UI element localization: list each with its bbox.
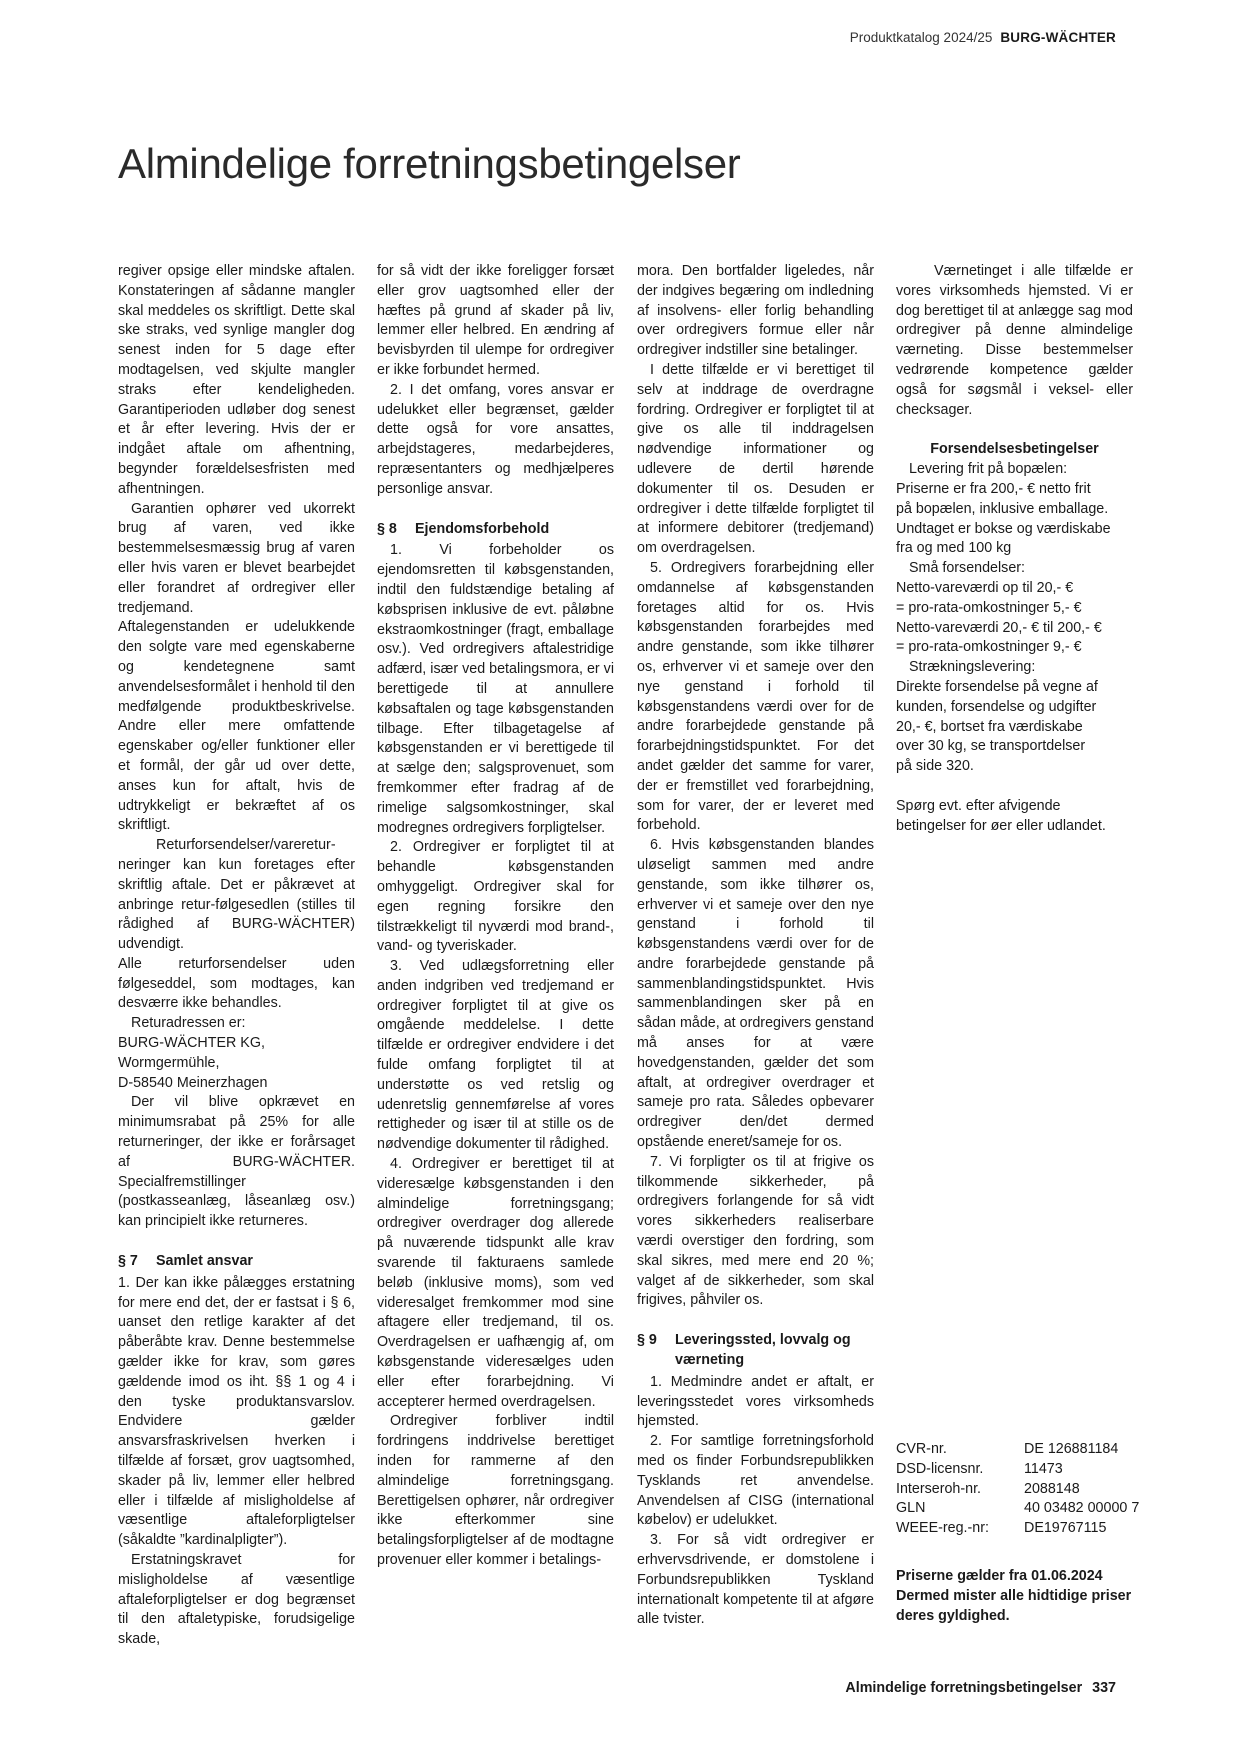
shipping-line: på side 320.	[896, 758, 974, 775]
shipping-line: Netto-vareværdi op til 20,- €	[896, 579, 1074, 596]
registration-value: DE 126881184	[1024, 1441, 1119, 1457]
paragraph: 5. Ordregivers forarbejdning eller omdannelse af købsgenstanden foretages altid for os. Hvis købsgenstanden forarbejdes med andre genstande, som ikke tilhører os, erhverver vi et sameje over den nye genstand i forhold til købsgenstandens værdi over for de andre forarbejdede genstande på forarbejdningstidspunktet. For det andet gælder det samme for varer, der er fremstillet ved forarbejdning, som for varer, der er leveret med forbehold.	[637, 559, 874, 834]
shipping-line: Netto-vareværdi 20,- € til 200,- €	[896, 619, 1102, 636]
paragraph: 2. For samtlige forretningsforhold med os finder Forbundsrepublikken Tysklands ret anvendelse. Anvendelsen af CISG (international købelov) er udelukket.	[637, 1433, 874, 1529]
price-validity-notice: Priserne gælder fra 01.06.2024 Dermed mister alle hidtidige priser deres gyldighed.	[896, 1568, 1132, 1624]
shipping-line: på bopælen, inklusive emballage.	[896, 500, 1109, 517]
registration-value: 11473	[1024, 1460, 1063, 1477]
section-number: § 7	[118, 1253, 138, 1270]
paragraph: regiver opsige eller mindske aftalen. Konstateringen af sådanne mangler skal meddeles os skriftligt. Dette skal ske straks, ved synlige mangler dog senest inden for 5 dage efter modtagelsen, ved skjulte mangler straks efter kendeligheden. Garantiperioden udløber dog senest et år efter levering. Hvis der er indgået aftale om afhentning, begynder forældelsesfristen med afhentningen.	[118, 263, 355, 497]
column-2	[377, 262, 614, 1571]
footer-title: Almindelige forretningsbetingelser	[845, 1680, 1083, 1696]
paragraph: Returforsendelser/varereturneringer kan kun foretages efter skriftlig aftale. Det er påkrævet at anbringe retur-følgesedlen (stilles til rådighed af BURG-WÄCHTER) udvendigt.	[118, 837, 355, 953]
registration-value: 40 03482 00000 7	[1024, 1500, 1140, 1517]
paragraph: 3. For så vidt ordregiver er erhvervsdrivende, er domstolene i Forbundsrepublikken Tyskland internationalt kompetente til at afgøre alle tvister.	[637, 1532, 874, 1628]
brand-label: BURG-WÄCHTER	[1000, 30, 1116, 45]
paragraph: Ordregiver forbliver indtil fordringens inddrivelse berettiget inden for rammerne af den almindelige forretningsgang. Berettigelsen ophører, når ordregiver ikke efterkommer sine betalingsforpligtelser af de modtagne provenuer eller kommer i betalings-	[377, 1413, 614, 1568]
registration-row	[896, 1499, 1139, 1519]
section-title: Samlet ansvar	[156, 1253, 253, 1270]
paragraph: Garantien ophører ved ukorrekt brug af varen, ved ikke bestemmelsesmæssig brug af varen eller hvis varen er blevet bearbejdet eller forandret af ordregiver eller tredjemand.	[118, 500, 355, 616]
paragraph: 4. Ordregiver er berettiget til at videresælge købsgenstanden i den almindelige forretningsgang; ordregiver overdrager dog allerede på nuværende tidspunkt alle krav svarende til fakturaens samlede beløb (inklusive moms), som ved videresalget fremkommer mod sine aftagere eller tredjemand, til os. Overdragelsen er uafhængig af, om købsgenstande videresælges uden eller efter forarbejdning. Vi accepterer hermed overdragelsen.	[377, 1156, 614, 1410]
registration-label: DSD-licensnr.	[896, 1460, 984, 1477]
page-header	[850, 30, 1116, 45]
section-title: Leveringssted, lovvalg og værneting	[675, 1332, 851, 1369]
shipping-line: = pro-rata-omkostninger 9,- €	[896, 639, 1082, 656]
registration-row	[896, 1460, 1139, 1480]
registration-table	[896, 1440, 1139, 1539]
paragraph: 3. Ved udlægsforretning eller anden indgriben ved tredjemand er ordregiver forpligtet til at give os omgående meddelelse. I dette tilfælde er ordregiver endvidere i det fulde omfang forpligtet til at understøtte os ved retslig og udenretslig gennemførelse af vores rettigheder og især til at stille os de nødvendige dokumenter til rådighed.	[377, 958, 614, 1153]
registration-label: CVR-nr.	[896, 1441, 947, 1457]
section-heading-8	[377, 520, 614, 540]
page-number: 337	[1092, 1680, 1116, 1696]
paragraph: Alle returforsendelser uden følgeseddel, som modtages, kan desværre ikke behandles.	[118, 955, 355, 1012]
shipping-line: over 30 kg, se transportdelser	[896, 738, 1086, 755]
registration-row	[896, 1440, 1139, 1460]
shipping-heading: Forsendelsesbetingelser	[930, 441, 1099, 458]
registration-label: WEEE-reg.-nr:	[896, 1520, 989, 1537]
section-heading-7	[118, 1252, 355, 1272]
page-title: Almindelige forretningsbetingelser	[118, 140, 741, 187]
address-line: Wormgermühle,	[118, 1054, 220, 1071]
paragraph: for så vidt der ikke foreligger forsæt eller grov uagtsomhed eller der hæftes på grund af skader på liv, lemmer eller helbred. En ændring af bevisbyrden til ulempe for ordregiver er ikke forbundet hermed.	[377, 263, 614, 378]
paragraph: 1. Der kan ikke pålægges erstatning for mere end det, der er fastsat i § 6, uanset den retlige karakter af det påberåbte krav. Denne bestemmelse gælder ikke for krav, som gøres gældende imod os iht. §§ 1 og 4 i den tyske produktansvarslov. Endvidere gælder ansvarsfraskrivelsen hverken i tilfælde af forsæt, grov uagtsomhed, skader på liv, lemmer eller helbred eller i tilfælde af misligholdelse af væsentlige aftaleforpligtelser (såkaldte ”kardinalpligter”).	[118, 1274, 355, 1549]
shipping-line: kunden, forsendelse og udgifter	[896, 698, 1097, 715]
column-4	[896, 262, 1133, 836]
registration-value: 2088148	[1024, 1480, 1080, 1497]
paragraph: Værnetinget i alle tilfælde er vores virksomheds hjemsted. Vi er dog berettiget til at anlægge sag mod ordregiver på denne almindelige værneting. Disse bestemmelser vedrørende kompetence gælder også for søgsmål i veksel- eller checksager.	[896, 263, 1133, 418]
address-line: D-58540 Meinerzhagen	[118, 1074, 268, 1091]
paragraph: 2. I det omfang, vores ansvar er udelukket eller begrænset, gælder dette også for vore ansattes, arbejdstageres, medarbejderes, repræsentanters og medhjælperes personlige ansvar.	[377, 381, 614, 497]
section-number: § 9	[637, 1332, 657, 1349]
shipping-line: Undtaget er bokse og værdiskabe	[896, 520, 1111, 537]
section-number: § 8	[377, 520, 397, 537]
registration-value: DE19767115	[1024, 1520, 1107, 1537]
paragraph: 6. Hvis købsgenstanden blandes uløseligt sammen med andre genstande, som ikke tilhører os, erhverver vi et sameje over den nye genstand i forhold til købsgenstandens værdi over for de andre forarbejdede genstande på sammenblandingstidspunktet. Hvis sammenblandingen sker på en sådan måde, at ordregivers genstand må anses for at være hovedgenstanden, gælder det som aftalt, at ordregiver overdrager et sameje pro rata. Således opbevarer ordregiver den/det dermed opstående eneret/sameje for os.	[637, 837, 874, 1151]
registration-row	[896, 1519, 1139, 1539]
shipping-line: Levering frit på bopælen:	[909, 461, 1068, 478]
paragraph: Erstatningskravet for misligholdelse af væsentlige aftaleforpligtelser er dog begrænset til den aftaletypiske, forudsigelige skade,	[118, 1552, 355, 1648]
shipping-line: Priserne er fra 200,- € netto frit	[896, 480, 1091, 497]
shipping-line: Strækningslevering:	[909, 659, 1036, 676]
shipping-line: = pro-rata-omkostninger 5,- €	[896, 599, 1082, 616]
paragraph: Returadressen er:	[131, 1015, 246, 1032]
paragraph: 1. Medmindre andet er aftalt, er leveringsstedet vores virksomheds hjemsted.	[637, 1373, 874, 1430]
section-heading-9	[637, 1331, 874, 1371]
shipping-line: 20,- €, bortset fra værdiskabe	[896, 718, 1083, 735]
shipping-line: Direkte forsendelse på vegne af	[896, 678, 1098, 695]
paragraph: 1. Vi forbeholder os ejendomsretten til købsgenstanden, indtil den fuldstændige betaling af købsprisen inklusive de evt. påløbne ekstraomkostninger (fragt, emballage osv.). Ved ordregivers aftalestridige adfærd, især ved betalingsmora, er vi berettigede til at annullere købsaftalen og tage købsgenstanden tilbage. Efter tilbagetagelse af købsgenstanden er vi berettigede til at sælge den; salgsprovenuet, som fremkommer efter fradrag af de rimelige salgsomkostninger, skal modregnes ordregivers forpligtelser.	[377, 542, 614, 836]
paragraph: I dette tilfælde er vi berettiget til selv at inddrage de overdragne fordring. Ordregiver er forpligtet til at give os alle til inddragelsen nødvendige informationer og udlevere de dertil hørende dokumenter til os. Desuden er ordregiver i dette tilfælde forpligtet til at informere debitorer (tredjemand) om overdragelsen.	[637, 361, 874, 557]
paragraph: Spørg evt. efter afvigende betingelser for øer eller udlandet.	[896, 797, 1106, 834]
catalog-label: Produktkatalog 2024/25	[849, 30, 993, 45]
column-3	[637, 262, 874, 1630]
paragraph: Der vil blive opkrævet en minimumsrabat på 25% for alle returneringer, der ikke er forårsaget af BURG-WÄCHTER. Specialfremstillinger (postkasseanlæg, låseanlæg osv.) kan principielt ikke returneres.	[118, 1094, 355, 1230]
registration-label: Interseroh-nr.	[896, 1480, 982, 1497]
paragraph: mora. Den bortfalder ligeledes, når der indgives begæring om indledning af insolvens- eller forlig behandling over ordregivers formue eller når ordregiver indstiller sine betalinger.	[637, 263, 874, 359]
column-1	[118, 262, 355, 1650]
registration-label: GLN	[896, 1500, 926, 1517]
paragraph: 2. Ordregiver er forpligtet til at behandle købsgenstanden omhyggeligt. Ordregiver skal for egen regning forsikre den tilstrækkeligt til nyværdi mod brand-, vand- og tyveriskader.	[377, 839, 614, 955]
registration-row	[896, 1480, 1139, 1500]
paragraph: Aftalegenstanden er udelukkende den solgte vare med egenskaberne og kendetegnene samt anvendelsesformålet i henhold til den medfølgende produktbeskrivelse. Andre eller mere omfattende egenskaber og/eller funktioner eller et formål, der går ud over dette, anses kun for aftalt, hvis de udtrykkeligt er bekræftet af os skriftligt.	[118, 619, 355, 834]
page-footer	[845, 1680, 1116, 1696]
address-line: BURG-WÄCHTER KG,	[118, 1035, 265, 1052]
paragraph: 7. Vi forpligter os til at frigive os tilkommende sikkerheder, på ordregivers forlangende for så vidt vores sikkerheders realiserbare værdi overstiger den fordring, som skal sikres, med mere end 20 %; valget af de sikkerheder, som skal frigives, påhviler os.	[637, 1153, 874, 1309]
shipping-line: fra og med 100 kg	[896, 540, 1012, 557]
shipping-line: Små forsendelser:	[909, 560, 1026, 577]
section-title: Ejendomsforbehold	[415, 520, 550, 537]
